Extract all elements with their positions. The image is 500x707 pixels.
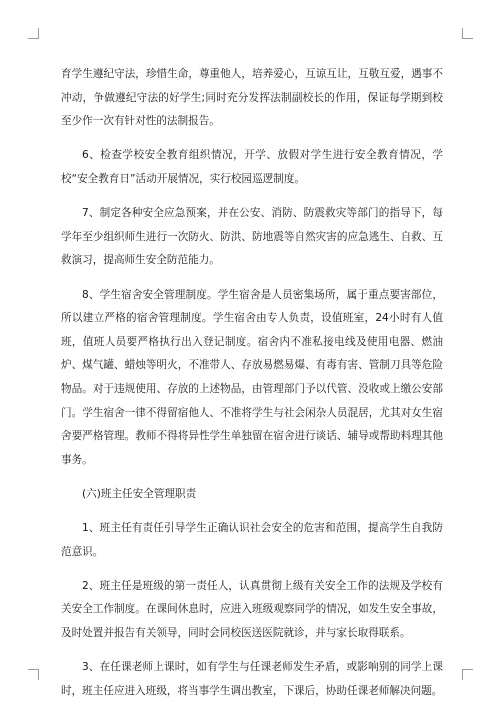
crop-mark-bottom-left [28,669,39,680]
document-body [61,63,443,703]
paragraph-continuation: 育学生遵纪守法，珍惜生命，尊重他人，培养爱心，互谅互让，互敬互爱，遇事不冲动，争做遵纪守法的好学生;同时充分发挥法制副校长的作用，保证每学期到校至少作一次有针对性的法制报告。 [61,68,443,128]
paragraph-duty-3: 3、在任课老师上课时，如有学生与任课老师发生矛盾，或影响别的同学上课时，班主任应进入班级，将当事学生调出教室，下课后，协助任课老师解决问题。 [61,661,443,697]
paragraph-duty-2: 2、班主任是班级的第一责任人，认真贯彻上级有关安全工作的法规及学校有关安全工作制度。在课间休息时，应进入班级观察同学的情况，如发生安全事故，及时处置并报告有关领导，同时会同校医送医院就诊，并与家长取得联系。 [61,579,443,640]
crop-mark-top-right [462,28,473,39]
section-heading: (六)班主任安全管理职责 [82,487,197,500]
paragraph-item-7: 7、制定各种安全应急预案，并在公安、消防、防震救灾等部门的指导下，每学年至少组织师生进行一次防火、防洪、防地震等自然灾害的应急逃生、自救、互救演习，提高师生安全防范能力。 [61,207,443,267]
paragraph-item-6: 6、检查学校安全教育组织情况，开学、放假对学生进行安全教育情况，学校“安全教育日”活动开展情况，实行校园巡逻制度。 [61,149,443,185]
paragraph-duty-1: 1、班主任有责任引导学生正确认识社会安全的危害和范围，提高学生自我防范意识。 [61,522,443,558]
paragraph-item-8: 8、学生宿舍安全管理制度。学生宿舍是人员密集场所，属于重点要害部位，所以建立严格的宿舍管理制度。学生宿舍由专人负责，设值班室，24小时有人值班，值班人员要严格执行出入登记制度。宿舍内不准私接电线及使用电器、燃油炉、煤气罐、蜡烛等明火，不准带人、存放易燃易爆、有毒有害、管制刀具等危险物品。对于违规使用、存放的上述物品，由管理部门予以代管、没收或上缴公安部门。学生宿舍一律不得留宿他人、不准将学生与社会闲杂人员混居，尤其对女生宿舍要严格管理。教师不得将异性学生单独留在宿舍进行谈话、辅导或帮助料理其他事务。 [61,288,443,466]
crop-mark-top-left [28,28,39,39]
crop-mark-bottom-right [462,669,473,680]
